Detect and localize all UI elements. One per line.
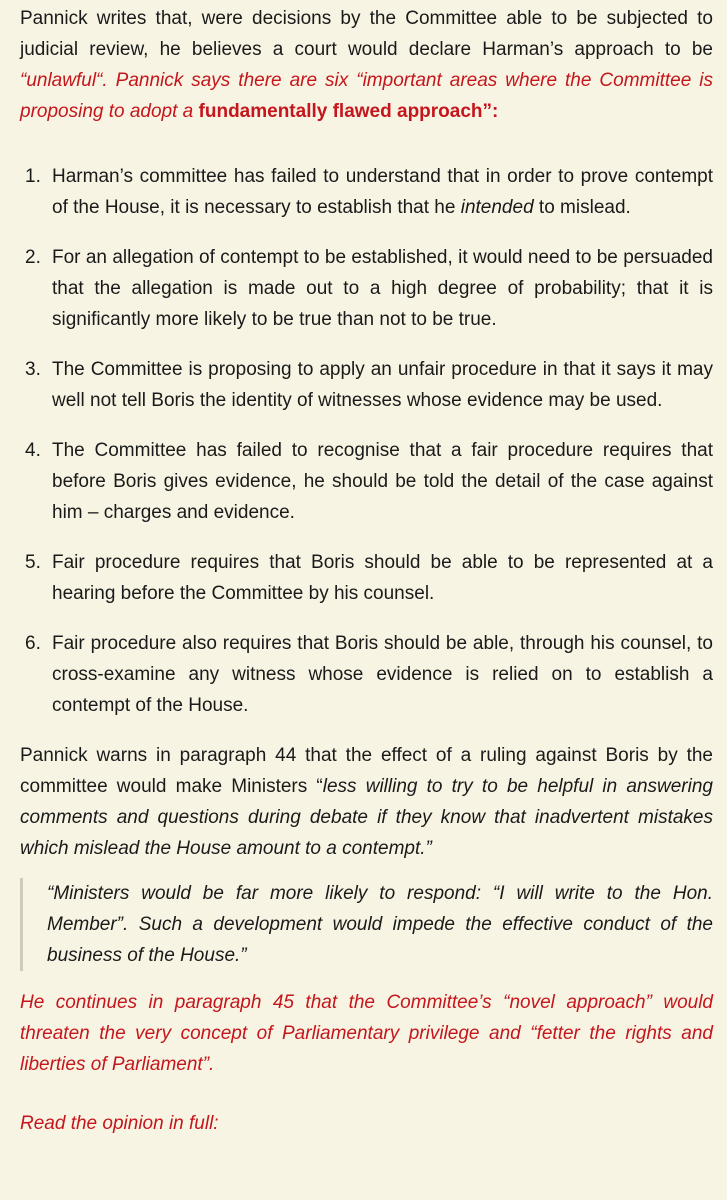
list-item [20,547,713,609]
paragraph-44-italic: less willing to try to be helpful in answering comments and questions during debate if they know that inadvertent mistakes which mislead the House amount to a contempt.” [20,776,713,859]
list-item [20,435,713,528]
intro-bold-text: fundamentally flawed approach”: [198,101,499,122]
list-item-italic: intended [460,197,534,218]
paragraph-44-text: Pannick warns in paragraph 44 that the effect of a ruling against Boris by the committee would make Ministers “ [20,745,713,797]
intro-text: Pannick writes that, were decisions by the Committee able to be subjected to judicial review, he believes a court would declare Harman’s approach to be [20,8,713,60]
read-opinion-link[interactable] [20,1108,713,1139]
list-item-text: Fair procedure also requires that Boris should be able, through his counsel, to cross-examine any witness whose evidence is relied on to establish a contempt of the House. [52,633,713,716]
paragraph-45-text: He continues in paragraph 45 that the Committee’s “novel approach” would threaten the very concept of Parliamentary privilege and “fetter the rights and liberties of Parliament”. [20,992,713,1075]
list-item-text: Fair procedure requires that Boris should be able to be represented at a hearing before the Committee by his counsel. [52,552,713,604]
intro-red-text: Pannick says there are six “important areas where the Committee is proposing to adopt a [20,70,713,122]
list-item-text: Harman’s committee has failed to understand that in order to prove contempt of the House, it is necessary to establish that he [52,166,713,218]
ministers-blockquote [20,878,713,971]
intro-paragraph [20,3,713,127]
list-item-number: 1. [25,166,41,187]
list-item [20,242,713,335]
six-areas-list [20,161,713,721]
paragraph-45 [20,987,713,1080]
list-item-text: The Committee is proposing to apply an unfair procedure in that it says it may well not tell Boris the identity of witnesses whose evidence may be used. [52,359,713,411]
blockquote-text: “Ministers would be far more likely to respond: “I will write to the Hon. Member”. Such a development would impede the effective conduct of the business of the House.” [47,883,713,966]
list-item-text: For an allegation of contempt to be established, it would need to be persuaded that the allegation is made out to a high degree of probability; that it is significantly more likely to be true than not to be true. [52,247,713,330]
list-item-number: 5. [25,552,41,573]
list-item-number: 3. [25,359,41,380]
list-item [20,628,713,721]
paragraph-44 [20,740,713,864]
list-item [20,354,713,416]
list-item-text-after: to mislead. [533,197,631,218]
list-item [20,161,713,223]
list-item-text: The Committee has failed to recognise that a fair procedure requires that before Boris gives evidence, he should be told the detail of the case against him – charges and evidence. [52,440,713,523]
list-item-number: 2. [25,247,41,268]
read-opinion-text[interactable]: Read the opinion in full: [20,1113,219,1134]
intro-unlawful-quote: “unlawful“. [20,70,108,91]
list-item-number: 4. [25,440,41,461]
list-item-number: 6. [25,633,41,654]
